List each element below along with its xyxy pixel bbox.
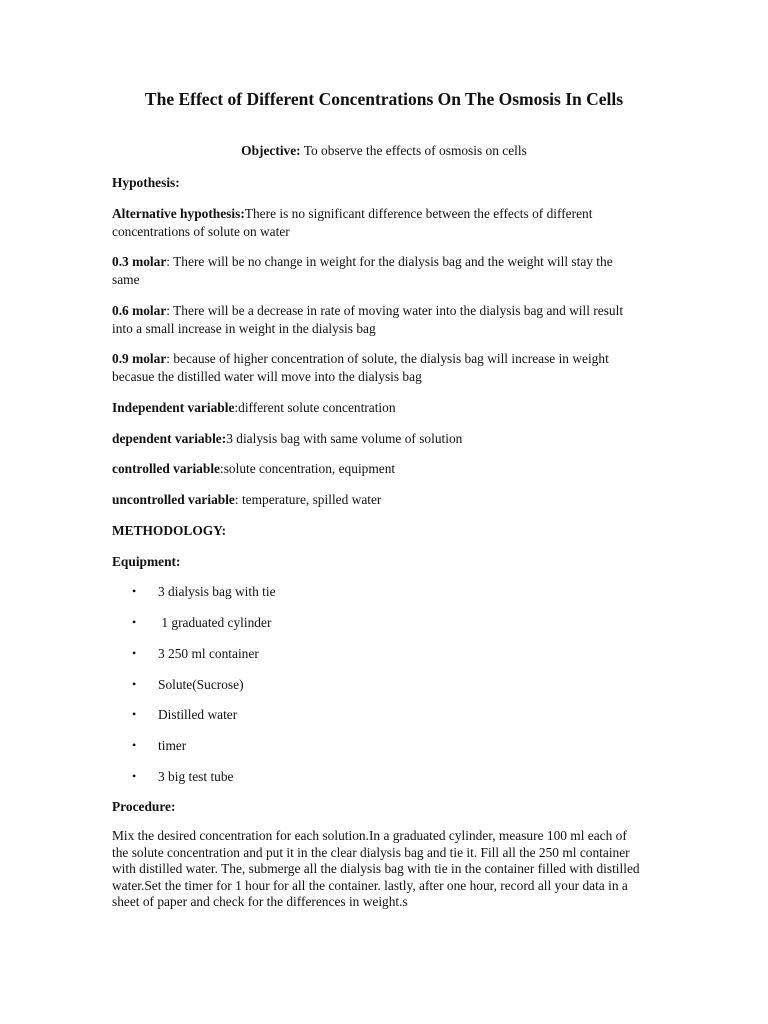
dependent-variable [112,430,642,448]
equipment-item: 3 big test tube [158,769,234,784]
objective-text: To observe the effects of osmosis on cells [300,143,527,158]
equipment-item: Solute(Sucrose) [158,677,244,692]
molar-09-label: 0.9 molar [112,351,167,366]
hypothesis-heading [112,174,642,192]
independent-text: :different solute concentration [234,400,396,415]
bullet-icon: • [132,769,137,783]
hypothesis-heading-text: Hypothesis: [112,175,180,190]
equipment-item: 3 250 ml container [158,646,259,661]
independent-label: Independent variable [112,400,235,415]
bullet-icon: • [132,677,137,691]
bullet-icon: • [132,738,137,752]
equipment-item: 3 dialysis bag with tie [158,584,276,599]
molar-06-text: : There will be a decrease in rate of moving water into the dialysis bag and will result into a small increase in weight in the dialysis bag [112,303,624,336]
hypothesis-03-molar [112,253,642,288]
procedure-heading [112,798,642,816]
molar-06-label: 0.6 molar [112,303,167,318]
molar-03-label: 0.3 molar [112,254,167,269]
alt-hypothesis-text: There is no significant difference between the effects of different concentrations of solute on water [112,206,593,239]
bullet-icon: • [132,584,137,598]
bullet-icon: • [132,707,137,721]
alternative-hypothesis [112,205,642,240]
uncontrolled-text: : temperature, spilled water [234,492,382,507]
equipment-item: timer [158,738,187,753]
uncontrolled-variable [112,491,642,509]
alt-hypothesis-label: Alternative hypothesis: [112,206,245,221]
hypothesis-09-molar [112,350,642,385]
controlled-text: :solute concentration, equipment [219,461,396,476]
equipment-heading-text: Equipment: [112,554,181,569]
equipment-item: 1 graduated cylinder [158,615,272,630]
dependent-label: dependent variable: [112,431,227,446]
procedure-text: Mix the desired concentration for each solution.In a graduated cylinder, measure 100 ml each of the solute concentration and put it in the clear dialysis bag and tie it. Fill all the 250 ml container with distilled water. The, submerge all the dialysis bag with tie in the container filled with distilled water.Set the timer for 1 hour for all the container. lastly, after one hour, record all your data in a sheet of paper and check for the differences in weight.s [112,828,640,909]
molar-09-text: : because of higher concentration of solute, the dialysis bag will increase in weight becasue the distilled water will move into the dialysis bag [112,351,609,384]
controlled-label: controlled variable [112,461,220,476]
dependent-text: 3 dialysis bag with same volume of solution [226,431,463,446]
methodology-heading-text: METHODOLOGY: [112,523,227,538]
document-title: The Effect of Different Concentrations On The Osmosis In Cells [144,89,624,109]
methodology-heading [112,522,642,540]
independent-variable [112,399,642,417]
equipment-heading [112,553,642,571]
controlled-variable [112,460,642,478]
procedure-heading-text: Procedure: [112,799,176,814]
objective-line [112,142,656,159]
objective-label: Objective: [241,143,301,158]
bullet-icon: • [132,615,137,629]
uncontrolled-label: uncontrolled variable [112,492,235,507]
bullet-icon: • [132,646,137,660]
equipment-item: Distilled water [158,707,238,722]
hypothesis-06-molar [112,302,642,337]
molar-03-text: : There will be no change in weight for the dialysis bag and the weight will stay the same [112,254,613,287]
